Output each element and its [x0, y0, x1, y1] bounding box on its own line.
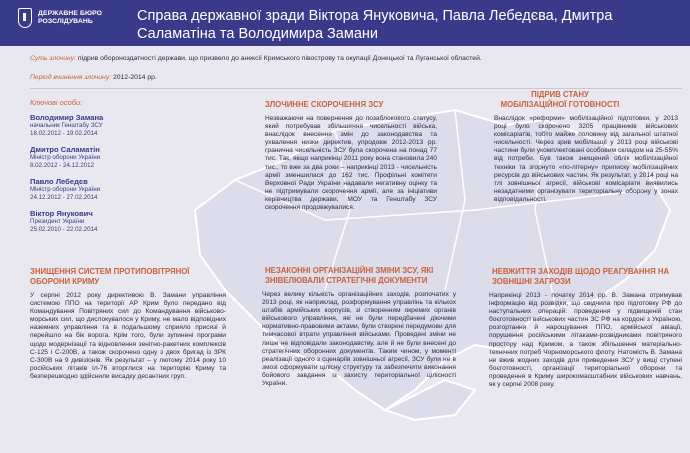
- crime-label: Суть злочину:: [30, 55, 76, 62]
- key-officials: [30, 98, 150, 241]
- official-role: Міністр оборони України: [30, 186, 101, 193]
- trident-emblem-icon: [18, 8, 32, 28]
- official-role: Президент України: [30, 218, 85, 225]
- dbr-logo[interactable]: [18, 8, 102, 28]
- cuts-title: ЗЛОЧИННЕ СКОРОЧЕННЯ ЗСУ: [265, 100, 384, 109]
- logo-line-2: РОЗСЛІДУВАНЬ: [38, 18, 93, 25]
- threat-title: НЕВЖИТТЯ ЗАХОДІВ ЩОДО РЕАГУВАННЯ НА ЗОВНІШНІ ЗАГРОЗИ: [492, 267, 670, 286]
- crime-period: [30, 73, 680, 82]
- crime-summary: [30, 54, 680, 63]
- official-name: Дмитро Саламатін: [30, 145, 100, 154]
- official-dates: 8.02.2012 - 24.12.2012: [30, 161, 94, 169]
- threat-body: Наприкінці 2013 - початку 2014 рр. В. Замана отримував інформацію від розвідки, що свідчила про підготовку РФ до наступальних операцій: проведення у підвищеній стан боєготовності військових частин ЗС РФ на кордоні з Україною, розгортання й нарощування ППО, армійської авіації, порушення російськими літаками-розвідниками повітряного простору над Кримом, а також збільшення матеріально-технічних потреб Чорноморського флоту. Натомість В. Замана не вжив жодних заходів для приведення ЗСУ у вищі ступені боєготовності, організації територіальної оборони та проведення в Криму широкомасштабних військових навчань, як у серпні 2008 року.: [489, 292, 682, 389]
- official-card: [30, 209, 150, 233]
- official-name: Віктор Янукович: [30, 209, 93, 218]
- official-card: [30, 177, 150, 201]
- official-card: [30, 145, 150, 169]
- period-label: Період вчинення злочину:: [30, 74, 112, 81]
- official-card: [30, 113, 150, 137]
- cuts-body: Незважаючи на повернення до позаблокового статусу, який потребував збільшення чисельності війська, внаслідок внесення змін до законодавства та ухвалення низки директив, упродовж 2012-2013 рр. гранична чисельність ЗСУ була скорочена на понад 77 тис. Так, якщо наприкінці 2011 року вона становила 240 тис., то вже за два роки – наприкінці 2013 - чисельність армії зменшилася до 162 тис. Профільні комітети Верховної Ради України надавали негативну оцінку та не підтримували скорочення армії, але за ініціативи керівництва держави, МОУ та Генштабу ЗСУ скорочення продовжувалися.: [265, 115, 437, 212]
- official-name: Павло Лебедєв: [30, 177, 88, 186]
- mobilization-body: Внаслідок «реформи» мобілізаційної підготовки, у 2013 році було скорочено 3205 працівників військових комісаріатів, тобто майже половину від загальної штатної чисельності. Через зрив мобілізації у 2013 році військові частини були укомплектовані особовим складом на 25-55% від потреби. Був також знищений облік мобілізаційної техніки та згорнуто «по-літерну» приписку мобілізаційних ресурсів до військових частин. Як результат, у 2014 році на тлі зовнішньої агресії, військові комісаріати виявились незадатними організувати територіальну оборону у зонах відповідальності.: [494, 115, 678, 203]
- official-dates: 24.12.2012 - 27.02.2014: [30, 193, 98, 201]
- officials-heading: Ключові особи:: [30, 98, 83, 107]
- organization-body: Через велику кількість організаційних заходів, розпочатих у 2013 році, як наприклад, розформування управлінь та кількох штабів армійських корпусів, зі створенням окремих органів військового управління, які не були передбачені діючими нормативно-правовими актами, були створені передумови для тимчасової втрати управління військами. Проведені зміни не лише не відповідали законодавству, але й не були внесені до стратегічних оборонних документів. Таким чином, у моменті реалізації одного з сценаріїв зовнішньої агресії, ЗСУ були не в змозі сформувати цілісну структуру та забезпечити виконання бойового завдання із захисту територіальної цілісності України.: [262, 291, 456, 388]
- logo-line-1: ДЕРЖАВНЕ БЮРО: [38, 10, 103, 17]
- divider: [30, 88, 682, 89]
- air-defense-body: У серпні 2012 року директивою В. Замани управління системою ППО на території АР Крим було передано від Командування Повітряних сил до Командування військово-морських сил, що дислокувалося у Криму, не мало відповідних наземних управління та в подальшому сприяло присязі й перейшло на бік ворога. Крім того, були зупинені програми щодо модернізації та відновлення зенітно-ракетних комплексів С-125 і С-200В, а також скорочено одну з двох бригад із ЗРК С-300В на 9 дивізіонів. Як результат – у лютому 2014 року 10 російських літаків Іл-76 вторглися на територію Криму та безперешкодно здійснили висадку десантних груп.: [30, 292, 226, 380]
- official-role: начальник Генштабу ЗСУ: [30, 122, 103, 129]
- air-defense-title: ЗНИЩЕННЯ СИСТЕМ ПРОТИПОВІТРЯНОЇ ОБОРОНИ КРИМУ: [30, 267, 190, 286]
- page-title: Справа державної зради Віктора Януковича, Павла Лебедєва, Дмитра Саламатіна та Володимира Замани: [137, 8, 613, 42]
- header-banner: [0, 0, 690, 46]
- organization-title: НЕЗАКОННІ ОРГАНІЗАЦІЙНІ ЗМІНИ ЗСУ, ЯКІ ЗНІВЕЛЮВАЛИ СТРАТЕГІЧНІ ДОКУМЕНТИ: [265, 266, 434, 285]
- period-text: 2012-2014 рр.: [112, 74, 157, 81]
- crime-text: підрив обороноздатності держави, що призвело до анексії Кримського півострову та окупації Донецької та Луганської областей.: [77, 55, 482, 62]
- official-dates: 25.02.2010 - 22.02.2014: [30, 225, 98, 233]
- official-role: Міністр оборони України: [30, 154, 101, 161]
- mobilization-title: ПІДРИВ СТАНУ МОБІЛІЗАЦІЙНОЇ ГОТОВНОСТІ: [500, 90, 620, 109]
- official-name: Володимир Замана: [30, 113, 104, 122]
- official-dates: 18.02.2012 - 19.02.2014: [30, 129, 98, 137]
